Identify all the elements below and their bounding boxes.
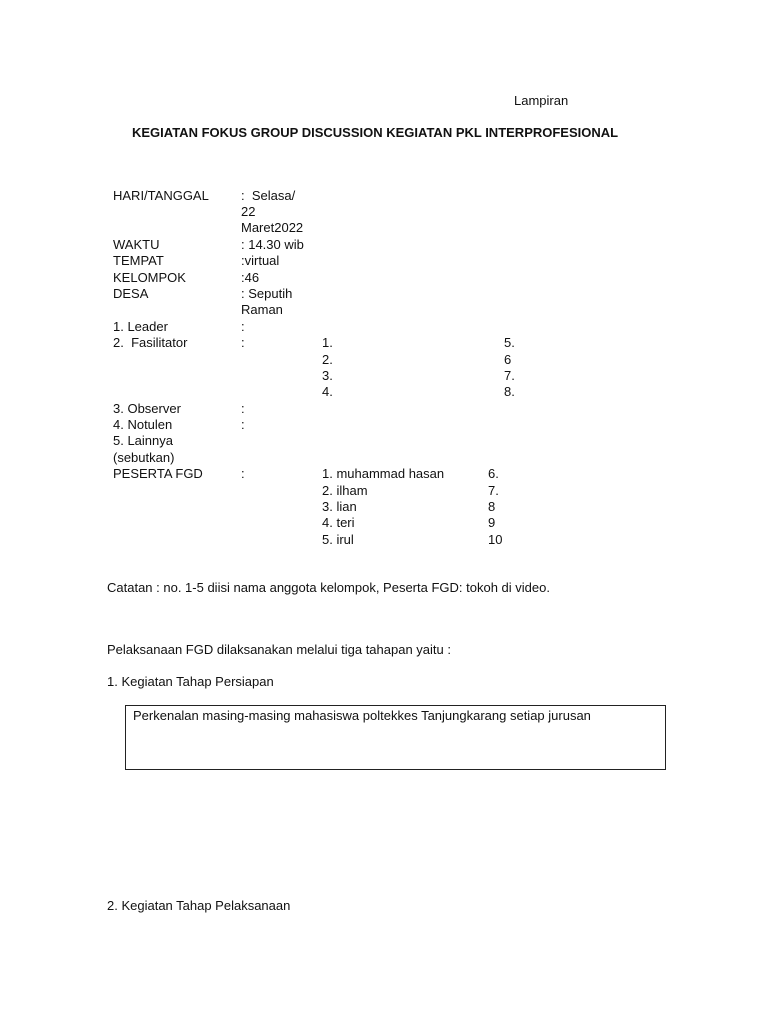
peserta-fgd-label: PESERTA FGD bbox=[113, 466, 203, 481]
waktu-value: : 14.30 wib bbox=[241, 237, 304, 252]
fasilitator-item: 8. bbox=[504, 384, 515, 399]
stage1-box-text: Perkenalan masing-masing mahasiswa poltekkes Tanjungkarang setiap jurusan bbox=[133, 708, 591, 723]
peserta-item: 9 bbox=[488, 515, 496, 530]
lainnya-label-line2: (sebutkan) bbox=[113, 450, 175, 465]
lainnya-label-line1: 5. Lainnya bbox=[113, 433, 173, 448]
peserta-item: 10 bbox=[488, 532, 503, 547]
peserta-item: 6. bbox=[488, 466, 499, 481]
hari-tanggal-value-line2: 22 bbox=[241, 204, 256, 219]
fasilitator-item: 3. bbox=[322, 368, 333, 383]
stage1-heading: 1. Kegiatan Tahap Persiapan bbox=[107, 674, 274, 689]
catatan-note: Catatan : no. 1-5 diisi nama anggota kelompok, Peserta FGD: tokoh di video. bbox=[107, 580, 550, 595]
leader-label: 1. Leader bbox=[113, 319, 168, 334]
lampiran-label: Lampiran bbox=[514, 93, 569, 108]
hari-tanggal-value-line1: : Selasa/ bbox=[241, 188, 296, 203]
waktu-label: WAKTU bbox=[113, 237, 160, 252]
stage2-heading: 2. Kegiatan Tahap Pelaksanaan bbox=[107, 898, 291, 913]
stage1-text-box bbox=[125, 705, 666, 770]
desa-value-line2: Raman bbox=[241, 302, 283, 317]
fasilitator-item: 5. bbox=[504, 335, 515, 350]
fasilitator-item: 7. bbox=[504, 368, 515, 383]
peserta-fgd-colon: : bbox=[241, 466, 245, 481]
kelompok-label: KELOMPOK bbox=[113, 270, 186, 285]
tempat-label: TEMPAT bbox=[113, 253, 164, 268]
peserta-item: 8 bbox=[488, 499, 496, 514]
kelompok-value: :46 bbox=[241, 270, 260, 285]
notulen-colon: : bbox=[241, 417, 245, 432]
fasilitator-item: 4. bbox=[322, 384, 333, 399]
observer-colon: : bbox=[241, 401, 245, 416]
peserta-item: 5. irul bbox=[322, 532, 354, 547]
observer-label: 3. Observer bbox=[113, 401, 181, 416]
peserta-item: 4. teri bbox=[322, 515, 355, 530]
pelaksanaan-intro: Pelaksanaan FGD dilaksanakan melalui tiga tahapan yaitu : bbox=[107, 642, 451, 657]
tempat-value: :virtual bbox=[241, 253, 280, 268]
fasilitator-colon: : bbox=[241, 335, 245, 350]
hari-tanggal-value-line3: Maret2022 bbox=[241, 220, 304, 235]
document-title: KEGIATAN FOKUS GROUP DISCUSSION KEGIATAN PKL INTERPROFESIONAL bbox=[132, 125, 619, 140]
peserta-item: 3. lian bbox=[322, 499, 357, 514]
notulen-label: 4. Notulen bbox=[113, 417, 173, 432]
leader-colon: : bbox=[241, 319, 245, 334]
fasilitator-item: 1. bbox=[322, 335, 333, 350]
peserta-item: 7. bbox=[488, 483, 499, 498]
peserta-item: 2. ilham bbox=[322, 483, 368, 498]
fasilitator-item: 6 bbox=[504, 352, 512, 367]
fasilitator-item: 2. bbox=[322, 352, 333, 367]
desa-label: DESA bbox=[113, 286, 149, 301]
hari-tanggal-label: HARI/TANGGAL bbox=[113, 188, 209, 203]
fasilitator-label: 2. Fasilitator bbox=[113, 335, 188, 350]
desa-value-line1: : Seputih bbox=[241, 286, 293, 301]
peserta-item: 1. muhammad hasan bbox=[322, 466, 445, 481]
